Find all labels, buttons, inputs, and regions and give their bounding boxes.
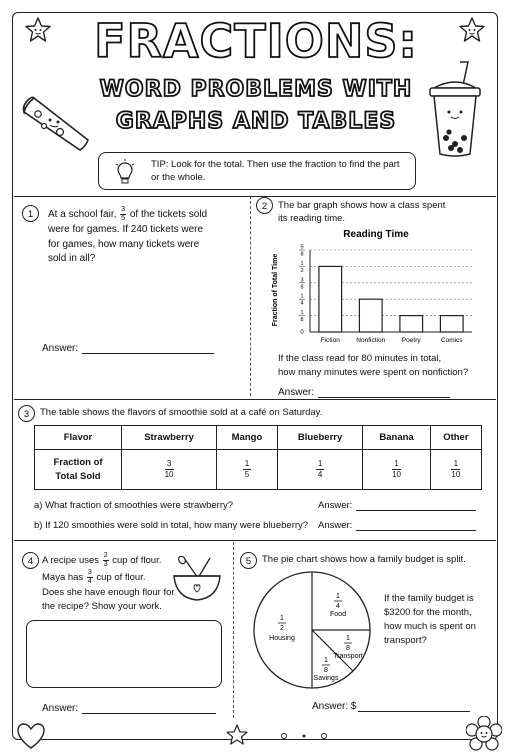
mixing-bowl-icon xyxy=(168,556,226,604)
svg-text:Savings: Savings xyxy=(313,675,339,682)
svg-text:1: 1 xyxy=(324,657,328,664)
question-5-intro: The pie chart shows how a family budget is split. xyxy=(262,554,466,565)
chart-category-label: Poetry xyxy=(401,337,421,344)
bubble-tea-icon xyxy=(422,60,488,160)
chart-bar xyxy=(400,316,423,332)
question-4-answer-line[interactable] xyxy=(82,713,216,714)
chart-bar xyxy=(319,266,342,332)
fraction: $\frac{3}{5}$ xyxy=(121,206,126,222)
question-2-question: If the class read for 80 minutes in total, how many minutes were spent on nonfiction? xyxy=(278,353,469,378)
svg-text:2: 2 xyxy=(300,267,304,274)
question-number-4: 4 xyxy=(22,552,39,569)
lightbulb-icon xyxy=(115,159,135,185)
svg-text:1: 1 xyxy=(300,310,304,317)
question-3-part-b: b) If 120 smoothies were sold in total, how many were blueberry? xyxy=(34,520,309,531)
svg-text:4: 4 xyxy=(336,603,340,610)
svg-text:1: 1 xyxy=(300,293,304,300)
table-cell: $\frac{1}{10}$ xyxy=(430,450,481,490)
chart-y-tick-label xyxy=(299,310,305,323)
question-5-question: If the family budget is $3200 for the month, how much is spent on transport? xyxy=(384,593,476,646)
svg-text:2: 2 xyxy=(280,625,284,632)
table-header-cell: Banana xyxy=(363,426,430,450)
question-number-2: 2 xyxy=(256,197,273,214)
budget-pie-chart xyxy=(250,568,378,692)
sparkle-dots-icon xyxy=(280,730,328,742)
table-cell: $\frac{1}{5}$ xyxy=(217,450,278,490)
flower-icon xyxy=(466,716,502,752)
question-number-3: 3 xyxy=(18,405,35,422)
tip-line1: TIP: Look for the total. Then use the fraction to find the part xyxy=(151,159,400,170)
fraction: $\frac{2}{3}$ xyxy=(103,552,108,568)
question-3-answer-a-line[interactable] xyxy=(356,510,476,511)
question-3-answer-b-label: Answer: xyxy=(318,520,353,531)
svg-text:3: 3 xyxy=(300,277,304,284)
divider-middle xyxy=(14,399,496,400)
chart-bar xyxy=(359,299,382,332)
question-3-intro: The table shows the flavors of smoothie sold at a café on Saturday. xyxy=(40,407,323,418)
svg-text:Food: Food xyxy=(330,611,346,618)
table-header-cell: Mango xyxy=(217,426,278,450)
question-1-text: At a school fair, $\frac{3}{5}$ of the tickets sold were for games. If 240 tickets were for games, how many tickets were sold in all? xyxy=(48,206,208,264)
star-icon xyxy=(458,16,486,44)
question-1-answer-line[interactable] xyxy=(82,353,214,354)
tip-line2: or the whole. xyxy=(151,172,206,183)
svg-text:0: 0 xyxy=(300,330,304,336)
divider-lower xyxy=(14,540,496,541)
question-number-1: 1 xyxy=(22,205,39,222)
svg-text:1: 1 xyxy=(300,260,304,267)
chart-bar xyxy=(440,316,463,332)
question-5-answer-label: Answer: $ xyxy=(312,701,357,712)
question-4-answer-label: Answer: xyxy=(42,703,79,714)
svg-text:Transport: Transport xyxy=(333,653,363,660)
chart-y-tick-label xyxy=(299,294,305,307)
question-3-answer-b-line[interactable] xyxy=(356,530,476,531)
svg-text:1: 1 xyxy=(280,615,284,622)
page-subtitle-line2: GRAPHS AND TABLES xyxy=(115,109,397,134)
svg-text:5: 5 xyxy=(300,244,304,251)
svg-text:8: 8 xyxy=(300,284,304,291)
question-1-answer-label: Answer: xyxy=(42,343,79,354)
pizza-slice-icon xyxy=(20,92,96,158)
page-title: FRACTIONS: xyxy=(94,14,418,68)
tip-box xyxy=(98,152,416,190)
chart-category-label: Nonfiction xyxy=(356,337,386,344)
svg-text:8: 8 xyxy=(346,645,350,652)
table-header-row xyxy=(35,426,482,450)
svg-text:8: 8 xyxy=(324,667,328,674)
chart-category-label: Comics xyxy=(440,337,463,344)
table-header-cell: Flavor xyxy=(35,426,122,450)
table-header-cell: Blueberry xyxy=(277,426,363,450)
question-5-answer-line[interactable] xyxy=(358,711,470,712)
question-3-answer-a-label: Answer: xyxy=(318,500,353,511)
chart-y-tick-label xyxy=(299,277,305,290)
star-icon xyxy=(24,16,52,44)
fraction: $\frac{3}{4}$ xyxy=(87,569,92,585)
page-subtitle-line1: WORD PROBLEMS WITH xyxy=(99,77,413,102)
smoothie-table xyxy=(34,425,482,490)
svg-text:1: 1 xyxy=(336,593,340,600)
question-2-text: The bar graph shows how a class spent its reading time. xyxy=(278,200,446,224)
chart-category-label: Fiction xyxy=(320,337,340,344)
chart-y-tick-label xyxy=(299,245,305,258)
svg-text:1: 1 xyxy=(346,635,350,642)
chart-y-tick-label xyxy=(299,261,305,274)
question-2-answer-line[interactable] xyxy=(318,397,450,398)
question-3-part-a: a) What fraction of smoothies were strawberry? xyxy=(34,500,234,511)
question-2-answer-label: Answer: xyxy=(278,387,315,398)
chart-title: Reading Time xyxy=(343,229,409,240)
table-cell: $\frac{3}{10}$ xyxy=(122,450,217,490)
svg-text:8: 8 xyxy=(300,317,304,324)
question-number-5: 5 xyxy=(240,552,257,569)
table-cell: $\frac{1}{4}$ xyxy=(277,450,363,490)
question-4-text: A recipe uses $\frac{2}{3}$ cup of flour. Maya has $\frac{3}{4}$ cup of flour. Does she have enough flour for the recipe? Show your work. xyxy=(42,552,175,612)
table-header-cell: Other xyxy=(430,426,481,450)
divider-vertical-lower xyxy=(233,542,234,718)
table-row-label: Fraction of Total Sold xyxy=(35,450,122,490)
svg-text:8: 8 xyxy=(300,251,304,258)
star-icon xyxy=(226,724,248,746)
table-cell: $\frac{1}{10}$ xyxy=(363,450,430,490)
divider-top xyxy=(14,196,496,197)
divider-vertical-upper xyxy=(250,196,251,396)
chart-y-tick-label xyxy=(300,330,304,336)
table-header-cell: Strawberry xyxy=(122,426,217,450)
table-row xyxy=(35,450,482,490)
work-box[interactable] xyxy=(26,620,222,688)
svg-text:Housing: Housing xyxy=(269,635,295,642)
chart-y-axis-label: Fraction of Total Time xyxy=(272,253,279,327)
svg-text:4: 4 xyxy=(300,300,304,307)
bar-chart xyxy=(266,226,488,350)
heart-icon xyxy=(16,722,46,750)
